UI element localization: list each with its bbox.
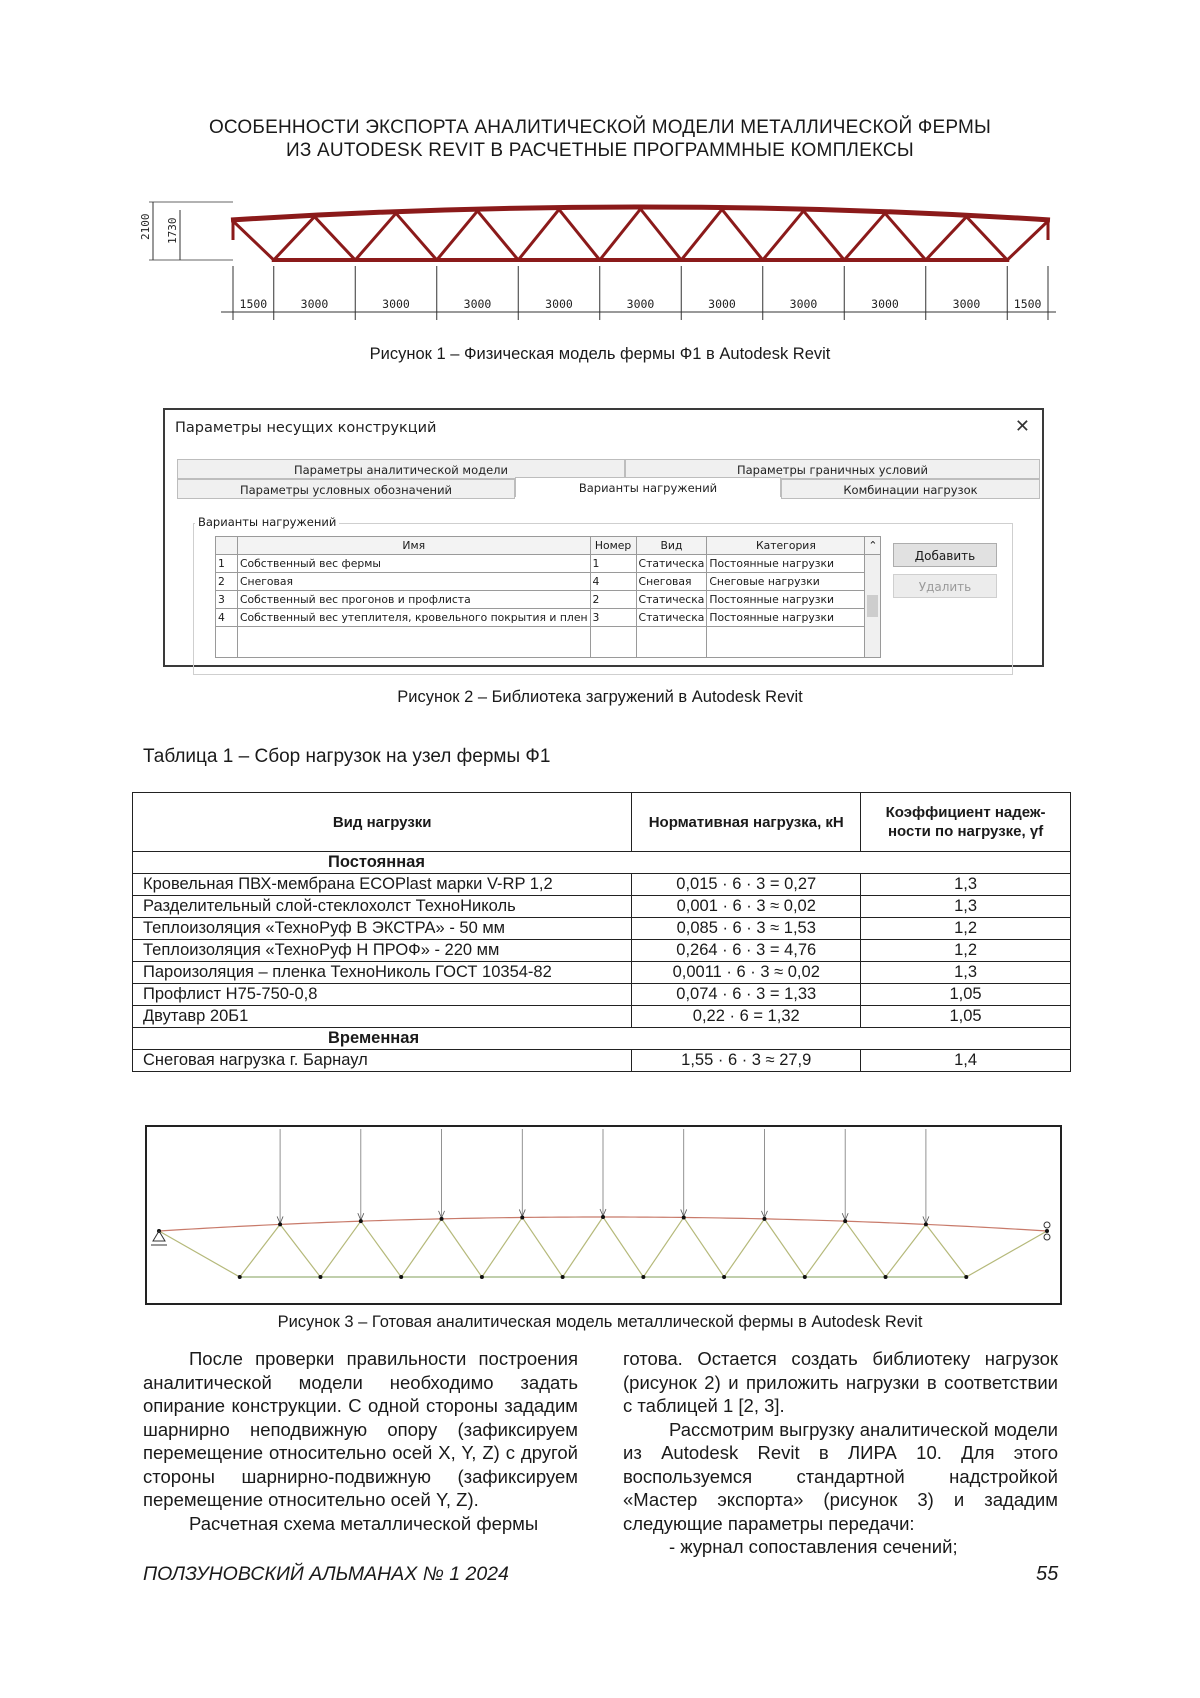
table-row	[133, 984, 1071, 1006]
close-icon[interactable]: ✕	[1014, 416, 1030, 437]
header-normative-load: Нормативная нагрузка, кН	[632, 793, 861, 852]
analytical-diagonal	[764, 1219, 804, 1277]
truss-diagonal	[844, 213, 885, 260]
body-column-left	[143, 1347, 578, 1535]
row-number[interactable]: 2	[590, 591, 636, 609]
tab-load-combinations[interactable]: Комбинации нагрузок	[781, 479, 1040, 499]
analytical-diagonal	[966, 1231, 1047, 1277]
header-load-type: Вид нагрузки	[133, 793, 632, 852]
truss-diagonal	[478, 211, 519, 260]
truss-diagonal	[355, 213, 396, 260]
truss-diagonal	[763, 211, 804, 260]
dimension-label: 3000	[708, 297, 736, 311]
table-header-row	[133, 793, 1071, 852]
row-index: 2	[216, 573, 238, 591]
structural-parameters-dialog	[163, 408, 1044, 667]
truss-diagonal	[967, 217, 1008, 260]
analytical-node	[722, 1275, 726, 1279]
row-index: 4	[216, 609, 238, 627]
paragraph: Расчетная схема металлической фермы	[189, 1512, 539, 1534]
analytical-diagonal	[563, 1217, 603, 1277]
roller-support-icon	[1044, 1222, 1050, 1228]
grid-header-number[interactable]: Номер	[590, 537, 636, 555]
figure-3-caption: Рисунок 3 – Готовая аналитическая модель металлической фермы в Autodesk Revit	[277, 1313, 923, 1331]
analytical-node	[440, 1217, 444, 1221]
paper-title	[0, 116, 1200, 162]
row-category[interactable]: Снеговые нагрузки	[707, 573, 865, 591]
cell-load-type: Двутавр 20Б1	[133, 1006, 632, 1028]
cell-load-type: Снеговая нагрузка г. Барнаул	[133, 1050, 632, 1072]
truss-diagonal	[804, 211, 845, 260]
top-chord	[231, 207, 1050, 220]
section-temporary: Временная	[133, 1028, 1071, 1050]
row-kind[interactable]: Снеговая	[636, 573, 707, 591]
paragraph: готова. Остается создать библиотеку нагрузок (рисунок 2) и приложить нагрузки в соответствии с таблицей 1 [2, 3].	[623, 1348, 1058, 1416]
load-cases-grid	[215, 536, 881, 658]
analytical-node	[238, 1275, 242, 1279]
cell-coef: 1,3	[861, 896, 1071, 918]
tab-load-cases[interactable]: Варианты нагружений	[515, 477, 781, 497]
cell-load-type: Кровельная ПВХ-мембрана ECOPlast марки V-RP 1,2	[133, 874, 632, 896]
analytical-diagonal	[684, 1217, 724, 1277]
analytical-node	[561, 1275, 565, 1279]
paragraph: - журнал сопоставления сечений;	[669, 1536, 958, 1557]
scrollbar-thumb[interactable]	[867, 595, 878, 617]
grid-header-rownum	[216, 537, 238, 555]
table-row	[133, 962, 1071, 984]
dimension-label: 3000	[463, 297, 492, 311]
header-reliability-coef: Коэффициент надеж-ности по нагрузке, γf	[861, 793, 1071, 852]
dimension-label: 1500	[239, 297, 268, 311]
cell-coef: 1,05	[861, 1006, 1071, 1028]
analytical-diagonal	[724, 1219, 764, 1277]
truss-diagonal	[233, 221, 274, 260]
analytical-node	[762, 1217, 766, 1221]
figure-1-truss-drawing	[139, 200, 1055, 328]
analytical-diagonal	[159, 1231, 240, 1277]
row-index: 1	[216, 555, 238, 573]
analytical-node	[480, 1275, 484, 1279]
truss-diagonal	[396, 213, 437, 260]
analytical-diagonal	[442, 1219, 482, 1277]
truss-diagonal	[722, 209, 763, 260]
section-permanent: Постоянная	[133, 852, 1071, 874]
dimension-label: 3000	[789, 297, 818, 311]
cell-load-type: Разделительный слой-стеклохолст ТехноНиколь	[133, 896, 632, 918]
analytical-node	[399, 1275, 403, 1279]
analytical-diagonal	[886, 1224, 926, 1277]
grid-row[interactable]	[216, 555, 881, 573]
analytical-diagonal	[845, 1221, 885, 1277]
roller-support-icon	[1044, 1234, 1050, 1240]
table-row	[133, 1006, 1071, 1028]
grid-header-row	[216, 537, 881, 555]
title-line-1: ОСОБЕННОСТИ ЭКСПОРТА АНАЛИТИЧЕСКОЙ МОДЕЛИ МЕТАЛЛИЧЕСКОЙ ФЕРМЫ	[208, 117, 992, 138]
cell-coef: 1,3	[861, 874, 1071, 896]
dimension-label: 3000	[952, 297, 981, 311]
cell-load-type: Теплоизоляция «ТехноРуф Н ПРОФ» - 220 мм	[133, 940, 632, 962]
analytical-node	[803, 1275, 807, 1279]
row-name[interactable]: Снеговая	[238, 573, 591, 591]
cell-normative-load: 0,264 · 6 · 3 = 4,76	[632, 940, 861, 962]
row-name[interactable]: Собственный вес фермы	[238, 555, 591, 573]
analytical-top-chord	[159, 1217, 1047, 1231]
journal-footer: ПОЛЗУНОВСКИЙ АЛЬМАНАХ № 1 2024	[143, 1563, 509, 1585]
analytical-node	[520, 1215, 524, 1219]
cell-normative-load: 0,085 · 6 · 3 ≈ 1,53	[632, 918, 861, 940]
row-number[interactable]: 4	[590, 573, 636, 591]
section-row	[133, 1028, 1071, 1050]
figure-2-caption: Рисунок 2 – Библиотека загружений в Autodesk Revit	[397, 688, 803, 706]
dimension-label: 1730	[166, 217, 179, 244]
analytical-diagonal	[361, 1221, 401, 1277]
scrollbar-up-arrow-icon[interactable]: ⌃	[865, 537, 881, 555]
page-number: 55	[1036, 1563, 1059, 1585]
row-name[interactable]: Собственный вес прогонов и профлиста	[238, 591, 591, 609]
row-kind[interactable]: Статическа	[636, 555, 707, 573]
tab-boundary-conditions[interactable]: Параметры граничных условий	[625, 459, 1040, 479]
dimension-label: 2100	[139, 213, 152, 240]
analytical-node	[924, 1222, 928, 1226]
dimension-label: 3000	[871, 297, 899, 311]
cell-coef: 1,2	[861, 918, 1071, 940]
tab-analytical-model[interactable]: Параметры аналитической модели	[177, 459, 625, 479]
row-number[interactable]: 1	[590, 555, 636, 573]
row-category[interactable]: Постоянные нагрузки	[707, 591, 865, 609]
analytical-node	[318, 1275, 322, 1279]
dimension-label: 3000	[300, 297, 329, 311]
table-row	[133, 1050, 1071, 1072]
row-category[interactable]: Постоянные нагрузки	[707, 555, 865, 573]
analytical-diagonal	[240, 1224, 280, 1277]
analytical-node	[964, 1275, 968, 1279]
table-row	[133, 918, 1071, 940]
cell-load-type: Профлист Н75-750-0,8	[133, 984, 632, 1006]
dimension-label: 3000	[626, 297, 655, 311]
truss-diagonal	[437, 211, 478, 260]
cell-normative-load: 1,55 · 6 · 3 ≈ 27,9	[632, 1050, 861, 1072]
vertical-scrollbar[interactable]	[865, 555, 881, 658]
table-row	[133, 896, 1071, 918]
truss-physical-model-svg	[139, 200, 1055, 328]
grid-row[interactable]	[216, 609, 881, 627]
truss-diagonal	[681, 209, 722, 260]
cell-normative-load: 0,22 · 6 = 1,32	[632, 1006, 861, 1028]
grid-row[interactable]	[216, 591, 881, 609]
row-category[interactable]: Постоянные нагрузки	[707, 609, 865, 627]
cell-coef: 1,4	[861, 1050, 1071, 1072]
analytical-node	[884, 1275, 888, 1279]
truss-diagonal	[926, 217, 967, 260]
row-kind[interactable]: Статическа	[636, 609, 707, 627]
cell-coef: 1,2	[861, 940, 1071, 962]
cell-coef: 1,05	[861, 984, 1071, 1006]
truss-diagonal	[315, 217, 356, 260]
analytical-diagonal	[926, 1224, 966, 1277]
cell-load-type: Пароизоляция – пленка ТехноНиколь ГОСТ 10354-82	[133, 962, 632, 984]
title-line-2: ИЗ AUTODESK REVIT В РАСЧЕТНЫЕ ПРОГРАММНЫЕ КОМПЛЕКСЫ	[286, 140, 914, 161]
grid-header-category[interactable]: Категория	[707, 537, 865, 555]
cell-normative-load: 0,001 · 6 · 3 ≈ 0,02	[632, 896, 861, 918]
row-kind[interactable]: Статическа	[636, 591, 707, 609]
analytical-diagonal	[280, 1224, 320, 1277]
truss-diagonal	[641, 209, 682, 260]
analytical-diagonal	[643, 1217, 683, 1277]
load-cases-group-label: Варианты нагружений	[195, 515, 339, 529]
analytical-diagonal	[401, 1219, 441, 1277]
grid-row[interactable]	[216, 573, 881, 591]
loads-table	[132, 792, 1071, 1072]
grid-header-name[interactable]: Имя	[238, 537, 591, 555]
truss-diagonal	[274, 217, 315, 260]
truss-diagonal	[518, 209, 559, 260]
analytical-node	[1045, 1229, 1049, 1233]
tab-symbols[interactable]: Параметры условных обозначений	[177, 479, 515, 499]
dimension-label: 1500	[1013, 297, 1042, 311]
table-row	[133, 940, 1071, 962]
analytical-node	[682, 1215, 686, 1219]
paragraph: Рассмотрим выгрузку аналитической модели из Autodesk Revit в ЛИРА 10. Для этого воспользуемся стандартной надстройкой «Мастер экспорта» (рисунок 3) и зададим следующие параметры передачи:	[623, 1418, 1058, 1534]
grid-header-kind[interactable]: Вид	[636, 537, 707, 555]
truss-diagonal	[885, 213, 926, 260]
table-1-title: Таблица 1 – Сбор нагрузок на узел фермы Ф1	[143, 746, 551, 767]
section-row	[133, 852, 1071, 874]
table-row	[133, 874, 1071, 896]
delete-button[interactable]: Удалить	[893, 574, 997, 598]
analytical-node	[641, 1275, 645, 1279]
row-name[interactable]: Собственный вес утеплителя, кровельного покрытия и плен	[238, 609, 591, 627]
truss-diagonal	[559, 209, 600, 260]
analytical-diagonal	[805, 1221, 845, 1277]
add-button[interactable]: Добавить	[893, 543, 997, 567]
truss-diagonal	[600, 209, 641, 260]
dimension-label: 3000	[382, 297, 410, 311]
grid-empty-row	[216, 627, 881, 658]
truss-diagonal	[1007, 221, 1048, 260]
analytical-diagonal	[522, 1217, 562, 1277]
cell-normative-load: 0,015 · 6 · 3 = 0,27	[632, 874, 861, 896]
paragraph: После проверки правильности построения аналитической модели необходимо задать опирание конструкции. С одной стороны зададим шарнирно неподвижную опору (зафиксируем перемещение относительно осей X, Y, Z) с другой стороны шарнирно-подвижную (зафиксируем перемещение относительно осей Y, Z).	[143, 1348, 578, 1510]
dialog-title: Параметры несущих конструкций	[175, 420, 437, 436]
figure-3-analytical-model	[145, 1125, 1062, 1305]
analytical-node	[359, 1219, 363, 1223]
analytical-node	[843, 1219, 847, 1223]
analytical-diagonal	[603, 1217, 643, 1277]
cell-normative-load: 0,0011 · 6 · 3 ≈ 0,02	[632, 962, 861, 984]
row-index: 3	[216, 591, 238, 609]
body-column-right	[623, 1347, 1058, 1559]
cell-normative-load: 0,074 · 6 · 3 = 1,33	[632, 984, 861, 1006]
analytical-diagonal	[320, 1221, 360, 1277]
analytical-node	[278, 1222, 282, 1226]
analytical-model-svg	[147, 1127, 1060, 1303]
cell-load-type: Теплоизоляция «ТехноРуф В ЭКСТРА» - 50 мм	[133, 918, 632, 940]
row-number[interactable]: 3	[590, 609, 636, 627]
dimension-label: 3000	[545, 297, 573, 311]
figure-1-caption: Рисунок 1 – Физическая модель фермы Ф1 в Autodesk Revit	[369, 345, 831, 363]
analytical-diagonal	[482, 1217, 522, 1277]
analytical-node	[601, 1215, 605, 1219]
cell-coef: 1,3	[861, 962, 1071, 984]
